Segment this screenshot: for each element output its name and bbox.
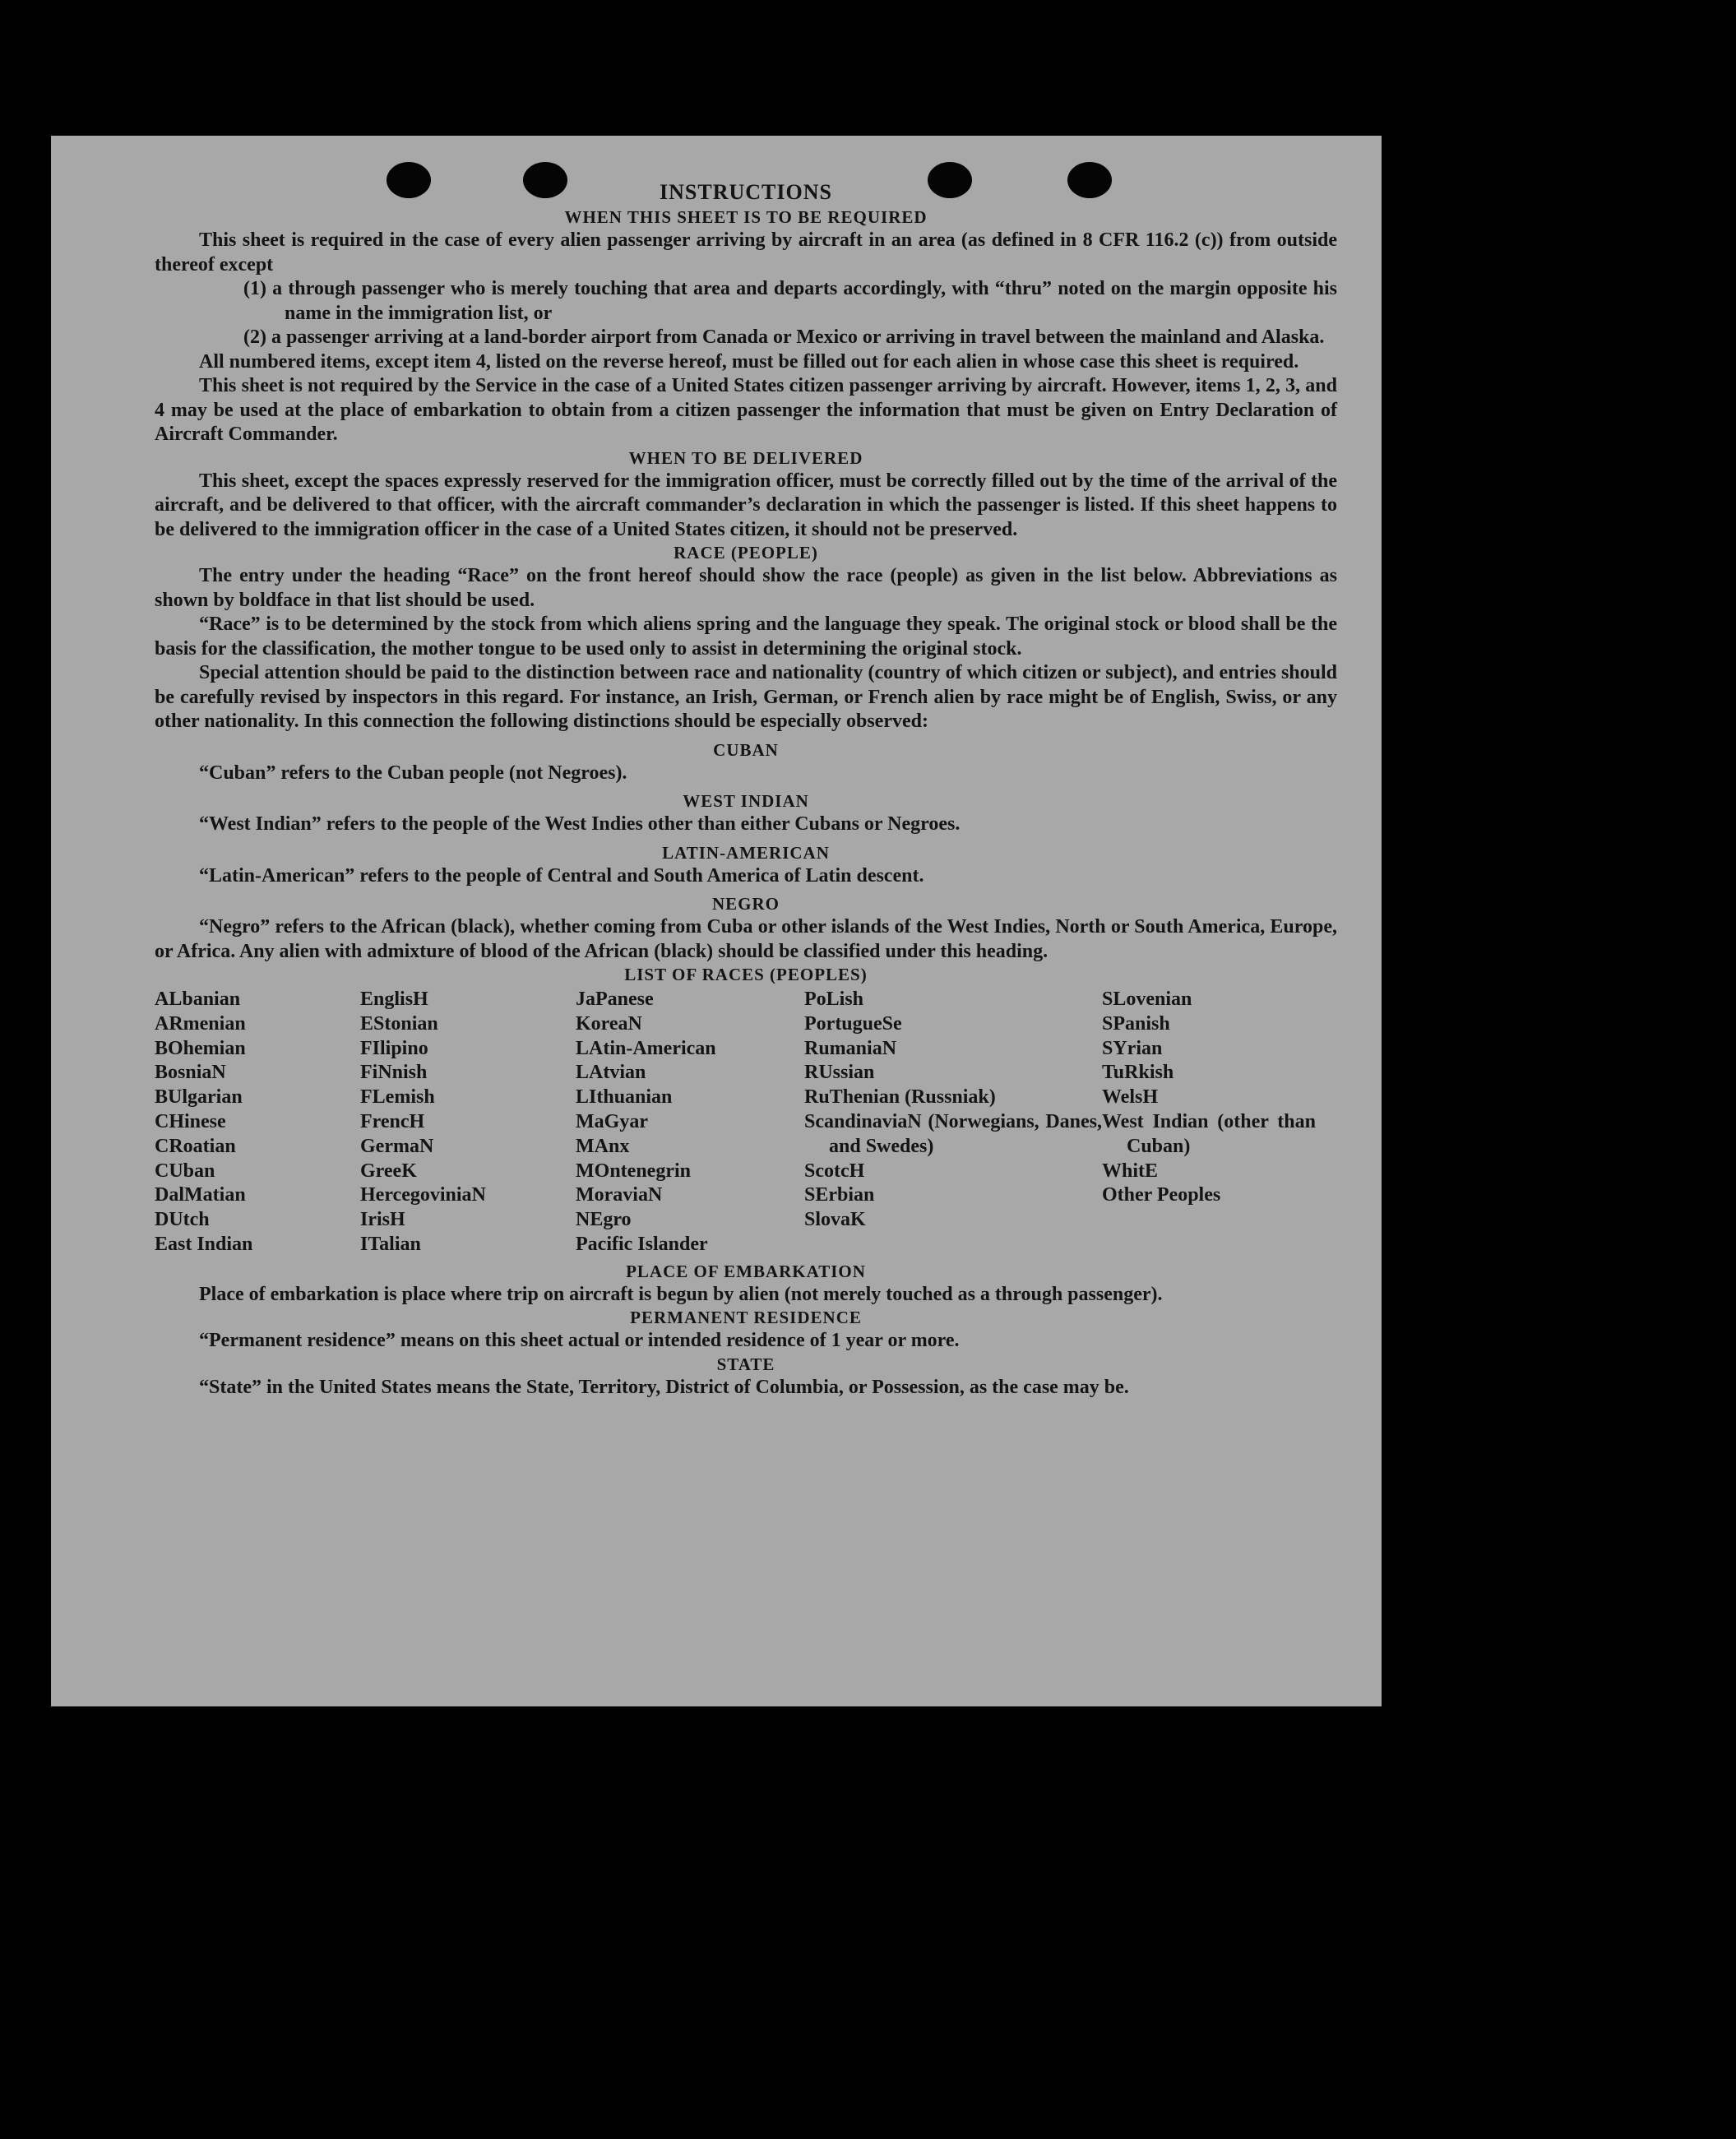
section-heading: NEGRO: [711, 894, 780, 914]
paragraph: “Permanent residence” means on this sheet actual or intended residence of 1 year or more.: [199, 1330, 960, 1352]
race-entry: RumaniaN: [804, 1037, 897, 1059]
paragraph: “Race” is to be determined by the stock from which aliens spring and the language they speak. The original stock or blood shall be the basis for the classification, the mother tongue to be used only to assist in determining the original stock.: [155, 613, 1337, 660]
race-column: [804, 988, 1102, 1257]
race-entry: PoLish: [804, 988, 864, 1010]
race-entry: CRoatian: [155, 1135, 236, 1157]
punch-hole: [387, 162, 431, 198]
race-entry: WelsH: [1102, 1086, 1159, 1109]
section-heading: WHEN TO BE DELIVERED: [628, 447, 863, 468]
race-entry: ALbanian: [155, 988, 241, 1010]
paragraph: This sheet, except the spaces expressly reserved for the immigration officer, must be correctly filled out by the time of the arrival of the aircraft, and be delivered to that officer, with the aircraft commander’s declaration in which the passenger is listed. If this sheet happens to be delivered to the immigration officer in the case of a United States citizen, it should not be preserved.: [155, 470, 1337, 540]
race-column: [576, 988, 804, 1257]
section-heading: CUBAN: [713, 739, 779, 760]
section-heading: PLACE OF EMBARKATION: [626, 1261, 866, 1281]
race-entry: RUssian: [804, 1062, 875, 1084]
paragraph: “State” in the United States means the State, Territory, District of Columbia, or Possession, as the case may be.: [199, 1376, 1129, 1398]
section-heading: RACE (PEOPLE): [674, 543, 818, 563]
race-entry: LAtin-American: [576, 1037, 716, 1059]
race-entry: IrisH: [360, 1209, 405, 1231]
race-entry: CHinese: [155, 1110, 226, 1132]
race-entry: PortugueSe: [804, 1012, 902, 1035]
punch-hole: [1067, 162, 1112, 198]
race-entry: GermaN: [360, 1135, 434, 1157]
race-entry: West Indian (other than Cuban): [1102, 1110, 1316, 1157]
race-entry: Pacific Islander: [576, 1233, 708, 1255]
document-page: [51, 136, 1382, 1706]
page-title: INSTRUCTIONS: [660, 180, 832, 204]
race-entry: SErbian: [804, 1184, 875, 1206]
race-entry: MaGyar: [576, 1110, 648, 1132]
paragraph: Place of embarkation is place where trip on aircraft is begun by alien (not merely touched as a through passenger).: [199, 1283, 1163, 1305]
race-entry: ITalian: [360, 1233, 421, 1255]
race-column: [1102, 988, 1316, 1257]
section-heading: PERMANENT RESIDENCE: [630, 1308, 862, 1328]
race-entry: SYrian: [1102, 1037, 1163, 1059]
race-entry: WhitE: [1102, 1160, 1159, 1182]
race-entry: SPanish: [1102, 1012, 1170, 1035]
paragraph: “Latin-American” refers to the people of Central and South America of Latin descent.: [199, 864, 924, 887]
race-entry: BosniaN: [155, 1062, 226, 1084]
race-entry: RuThenian (Russniak): [804, 1086, 996, 1109]
race-entry: BUlgarian: [155, 1086, 243, 1109]
race-entry: CUban: [155, 1160, 215, 1182]
race-column: [360, 988, 576, 1257]
section-heading: LATIN-AMERICAN: [662, 842, 830, 863]
race-entry: SlovaK: [804, 1209, 866, 1231]
race-entry: GreeK: [360, 1160, 417, 1182]
paragraph: “West Indian” refers to the people of the West Indies other than either Cubans or Negroes.: [199, 813, 961, 835]
race-entry: FiNnish: [360, 1062, 428, 1084]
paragraph: This sheet is required in the case of every alien passenger arriving by aircraft in an area (as defined in 8 CFR 116.2 (c)) from outside thereof except: [155, 229, 1337, 275]
paragraph: “Negro” refers to the African (black), whether coming from Cuba or other islands of the West Indies, North or South America, Europe, or Africa. Any alien with admixture of blood of the African (black) should be classified under this heading.: [155, 916, 1337, 962]
race-entry: ARmenian: [155, 1012, 246, 1035]
paragraph: All numbered items, except item 4, listed on the reverse hereof, must be filled out for each alien in whose case this sheet is required.: [199, 350, 1299, 373]
race-entry: MOntenegrin: [576, 1160, 691, 1182]
race-entry: DalMatian: [155, 1184, 246, 1206]
race-entry: ScotcH: [804, 1160, 865, 1182]
punch-hole: [928, 162, 972, 198]
race-entry: SLovenian: [1102, 988, 1192, 1010]
race-list: [155, 988, 1337, 1257]
race-entry: EStonian: [360, 1012, 438, 1035]
race-entry: DUtch: [155, 1209, 210, 1231]
race-entry: MAnx: [576, 1135, 630, 1157]
race-entry: Other Peoples: [1102, 1184, 1221, 1206]
punch-hole: [523, 162, 567, 198]
paragraph: “Cuban” refers to the Cuban people (not Negroes).: [199, 762, 627, 784]
race-entry: JaPanese: [576, 988, 654, 1010]
race-entry: HercegoviniaN: [360, 1184, 486, 1206]
race-entry: NEgro: [576, 1209, 632, 1231]
section-heading: WEST INDIAN: [683, 791, 809, 811]
paragraph: This sheet is not required by the Service in the case of a United States citizen passenger arriving by aircraft. However, items 1, 2, 3, and 4 may be used at the place of embarkation to obtain from a citizen passenger the information that must be given on Entry Declaration of Aircraft Commander.: [155, 375, 1337, 445]
race-entry: MoraviaN: [576, 1184, 663, 1206]
race-entry: EnglisH: [360, 988, 428, 1010]
section-heading: LIST OF RACES (PEOPLES): [624, 965, 868, 984]
race-entry: KoreaN: [576, 1012, 642, 1035]
race-column: [155, 988, 360, 1257]
list-item: (1) a through passenger who is merely touching that area and departs accordingly, with “thru” noted on the margin opposite his name in the immigration list, or: [243, 278, 1337, 324]
paragraph: Special attention should be paid to the distinction between race and nationality (country of which citizen or subject), and entries should be carefully revised by inspectors in this regard. For instance, an Irish, German, or French alien by race might be of English, Swiss, or any other nationality. In this connection the following distinctions should be especially observed:: [155, 662, 1337, 732]
race-entry: FLemish: [360, 1086, 435, 1109]
paragraph: The entry under the heading “Race” on the front hereof should show the race (people) as given in the list below. Abbreviations as shown by boldface in that list should be used.: [155, 565, 1337, 611]
race-entry: LIthuanian: [576, 1086, 673, 1109]
race-entry: FrencH: [360, 1110, 425, 1132]
race-entry: LAtvian: [576, 1062, 646, 1084]
section-heading: STATE: [716, 1354, 775, 1374]
race-entry: BOhemian: [155, 1037, 246, 1059]
section-heading: WHEN THIS SHEET IS TO BE REQUIRED: [564, 207, 928, 227]
list-item: (2) a passenger arriving at a land-border airport from Canada or Mexico or arriving in travel between the mainland and Alaska.: [243, 326, 1325, 348]
race-entry: East Indian: [155, 1233, 253, 1255]
race-entry: FIlipino: [360, 1037, 428, 1059]
race-entry: TuRkish: [1102, 1062, 1174, 1084]
race-entry: ScandinaviaN (Norwegians, Danes, and Swedes): [804, 1110, 1102, 1157]
